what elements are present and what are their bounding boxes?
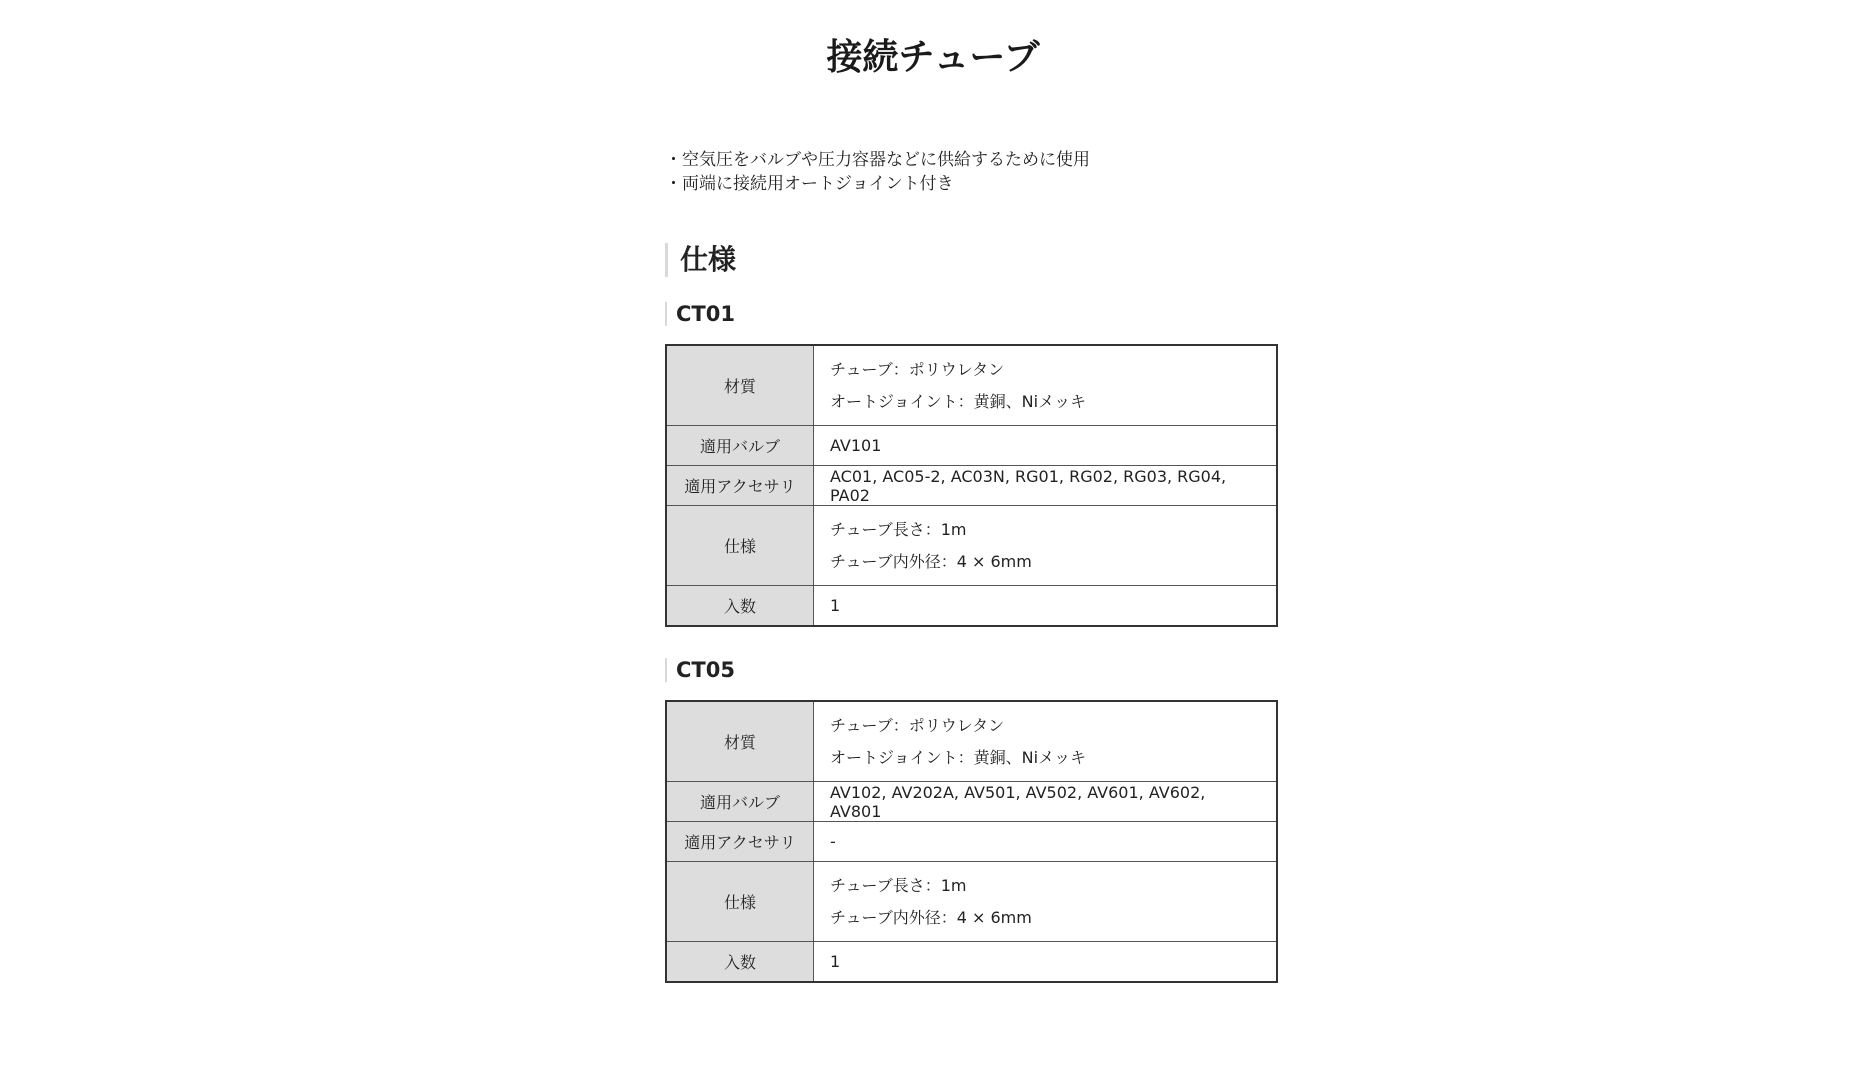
table-row: [666, 782, 1277, 822]
table-row: [666, 586, 1277, 627]
table-row: [666, 426, 1277, 466]
table-row: [666, 942, 1277, 983]
row-label: 入数: [666, 942, 814, 983]
row-value: AV101: [814, 426, 1278, 466]
row-label: 適用アクセサリ: [666, 466, 814, 506]
value-line: チューブ内外径：4 × 6mm: [830, 907, 1032, 927]
section-heading-spec: 仕様: [665, 243, 1285, 277]
value-line: チューブ：ポリウレタン: [830, 715, 1005, 735]
table-row: [666, 822, 1277, 862]
row-value: AV102, AV202A, AV501, AV502, AV601, AV602, AV801: [814, 782, 1278, 822]
row-value: 1: [814, 586, 1278, 627]
table-row: [666, 466, 1277, 506]
row-label: 材質: [666, 701, 814, 782]
row-value: 1: [814, 942, 1278, 983]
table-row: [666, 345, 1277, 426]
row-label: 仕様: [666, 862, 814, 942]
value-line: チューブ：ポリウレタン: [830, 359, 1005, 379]
main-content: [665, 148, 1285, 983]
row-value: AC01, AC05-2, AC03N, RG01, RG02, RG03, RG04, PA02: [814, 466, 1278, 506]
spec-table-ct01: [665, 344, 1278, 627]
row-label: 仕様: [666, 506, 814, 586]
page-title: 接続チューブ: [826, 37, 1040, 79]
row-label: 適用バルブ: [666, 426, 814, 466]
row-value: [814, 701, 1278, 782]
value-line: チューブ長さ：1m: [830, 519, 967, 539]
row-value: [814, 506, 1278, 586]
row-label: 入数: [666, 586, 814, 627]
value-line: チューブ長さ：1m: [830, 875, 967, 895]
model-heading-ct01: CT01: [665, 302, 1285, 326]
intro-line: ・空気圧をバルブや圧力容器などに供給するために使用: [665, 150, 1090, 170]
table-row: [666, 862, 1277, 942]
row-value: [814, 345, 1278, 426]
value-line: チューブ内外径：4 × 6mm: [830, 551, 1032, 571]
table-row: [666, 506, 1277, 586]
spec-table-ct05: [665, 700, 1278, 983]
model-heading-ct05: CT05: [665, 658, 1285, 682]
row-label: 適用アクセサリ: [666, 822, 814, 862]
row-value: -: [814, 822, 1278, 862]
row-value: [814, 862, 1278, 942]
value-line: オートジョイント：黄銅、Niメッキ: [830, 747, 1087, 767]
row-label: 適用バルブ: [666, 782, 814, 822]
intro-line: ・両端に接続用オートジョイント付き: [665, 174, 954, 194]
value-line: オートジョイント：黄銅、Niメッキ: [830, 391, 1087, 411]
table-row: [666, 701, 1277, 782]
intro-list: [665, 148, 1285, 196]
row-label: 材質: [666, 345, 814, 426]
